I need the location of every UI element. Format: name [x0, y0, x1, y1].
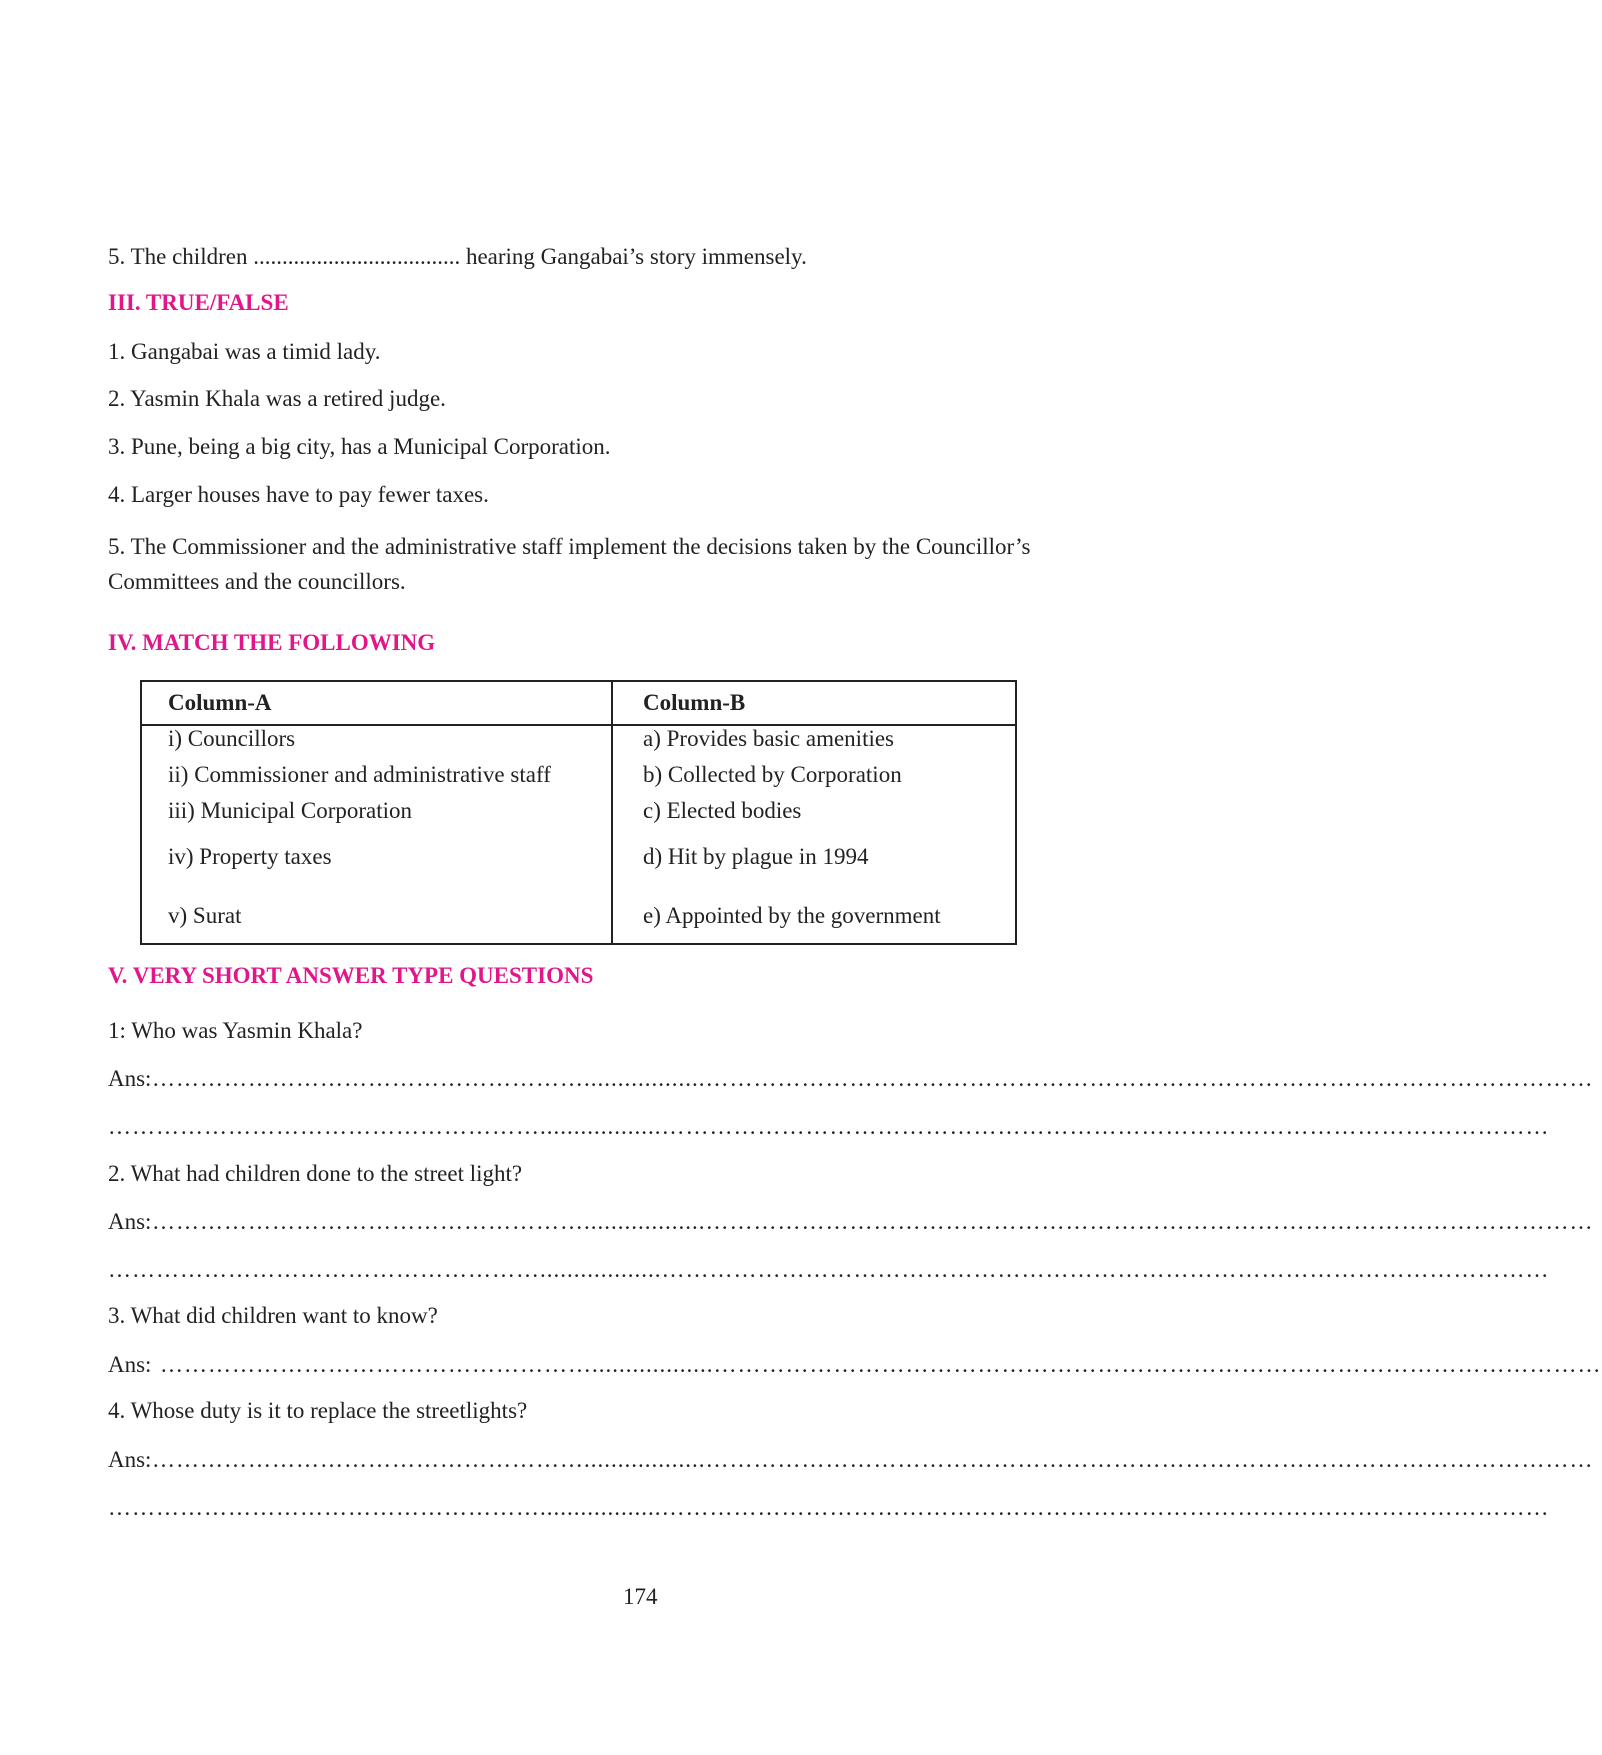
- true-false-item-4: 4. Larger houses have to pay fewer taxes.: [108, 482, 489, 507]
- true-false-item-2: 2. Yasmin Khala was a retired judge.: [108, 386, 446, 411]
- answer-line-2a: ………………………………………………..................…………………………………………………………………………………………………: [152, 1209, 1594, 1234]
- answer-line-3a: ………………………………………………..................…………………………………………………………………………………………………: [160, 1352, 1602, 1377]
- answer-line-4b: ………………………………………………..................…………………………………………………………………………………………………: [108, 1495, 1550, 1520]
- column-b-item-4: d) Hit by plague in 1994: [643, 844, 869, 869]
- column-b-item-3: c) Elected bodies: [643, 798, 802, 823]
- answer-line-4a: ………………………………………………..................…………………………………………………………………………………………………: [152, 1447, 1594, 1472]
- question-1: 1: Who was Yasmin Khala?: [108, 1018, 363, 1043]
- true-false-item-5: 5. The Commissioner and the administrative staff implement the decisions taken by the Councillor’s Committees and the councillors.: [108, 534, 1031, 594]
- column-b-header: Column-B: [643, 690, 746, 715]
- column-a-item-3: iii) Municipal Corporation: [168, 798, 413, 823]
- true-false-item-3: 3. Pune, being a big city, has a Municipal Corporation.: [108, 434, 611, 459]
- column-a-item-4: iv) Property taxes: [168, 844, 332, 869]
- column-b-item-2: b) Collected by Corporation: [643, 762, 902, 787]
- match-table: [140, 680, 1017, 945]
- page-number: 174: [623, 1584, 658, 1609]
- question-4: 4. Whose duty is it to replace the streetlights?: [108, 1398, 528, 1423]
- answer-label-4: Ans:: [108, 1447, 152, 1472]
- table-column-divider: [611, 682, 613, 943]
- answer-label-1: Ans:: [108, 1066, 152, 1091]
- column-b-item-5: e) Appointed by the government: [643, 903, 941, 928]
- column-b-item-1: a) Provides basic amenities: [643, 726, 895, 751]
- answer-label-3: Ans:: [108, 1352, 152, 1377]
- answer-label-2: Ans:: [108, 1209, 152, 1234]
- answer-line-2b: ………………………………………………..................…………………………………………………………………………………………………: [108, 1257, 1550, 1282]
- answer-line-1b: ………………………………………………..................…………………………………………………………………………………………………: [108, 1114, 1550, 1139]
- match-heading: IV. MATCH THE FOLLOWING: [108, 630, 436, 655]
- true-false-item-1: 1. Gangabai was a timid lady.: [108, 339, 381, 364]
- column-a-item-1: i) Councillors: [168, 726, 296, 751]
- answer-line-1a: ………………………………………………..................…………………………………………………………………………………………………: [152, 1066, 1594, 1091]
- column-a-header: Column-A: [168, 690, 272, 715]
- true-false-heading: III. TRUE/FALSE: [108, 290, 289, 315]
- column-a-item-2: ii) Commissioner and administrative staff: [168, 762, 551, 787]
- question-2: 2. What had children done to the street light?: [108, 1161, 523, 1186]
- column-a-item-5: v) Surat: [168, 903, 242, 928]
- question-3: 3. What did children want to know?: [108, 1303, 438, 1328]
- fill-blank-item-5: 5. The children .................................... hearing Gangabai’s story immensely.: [108, 244, 807, 269]
- short-answer-heading: V. VERY SHORT ANSWER TYPE QUESTIONS: [108, 963, 594, 988]
